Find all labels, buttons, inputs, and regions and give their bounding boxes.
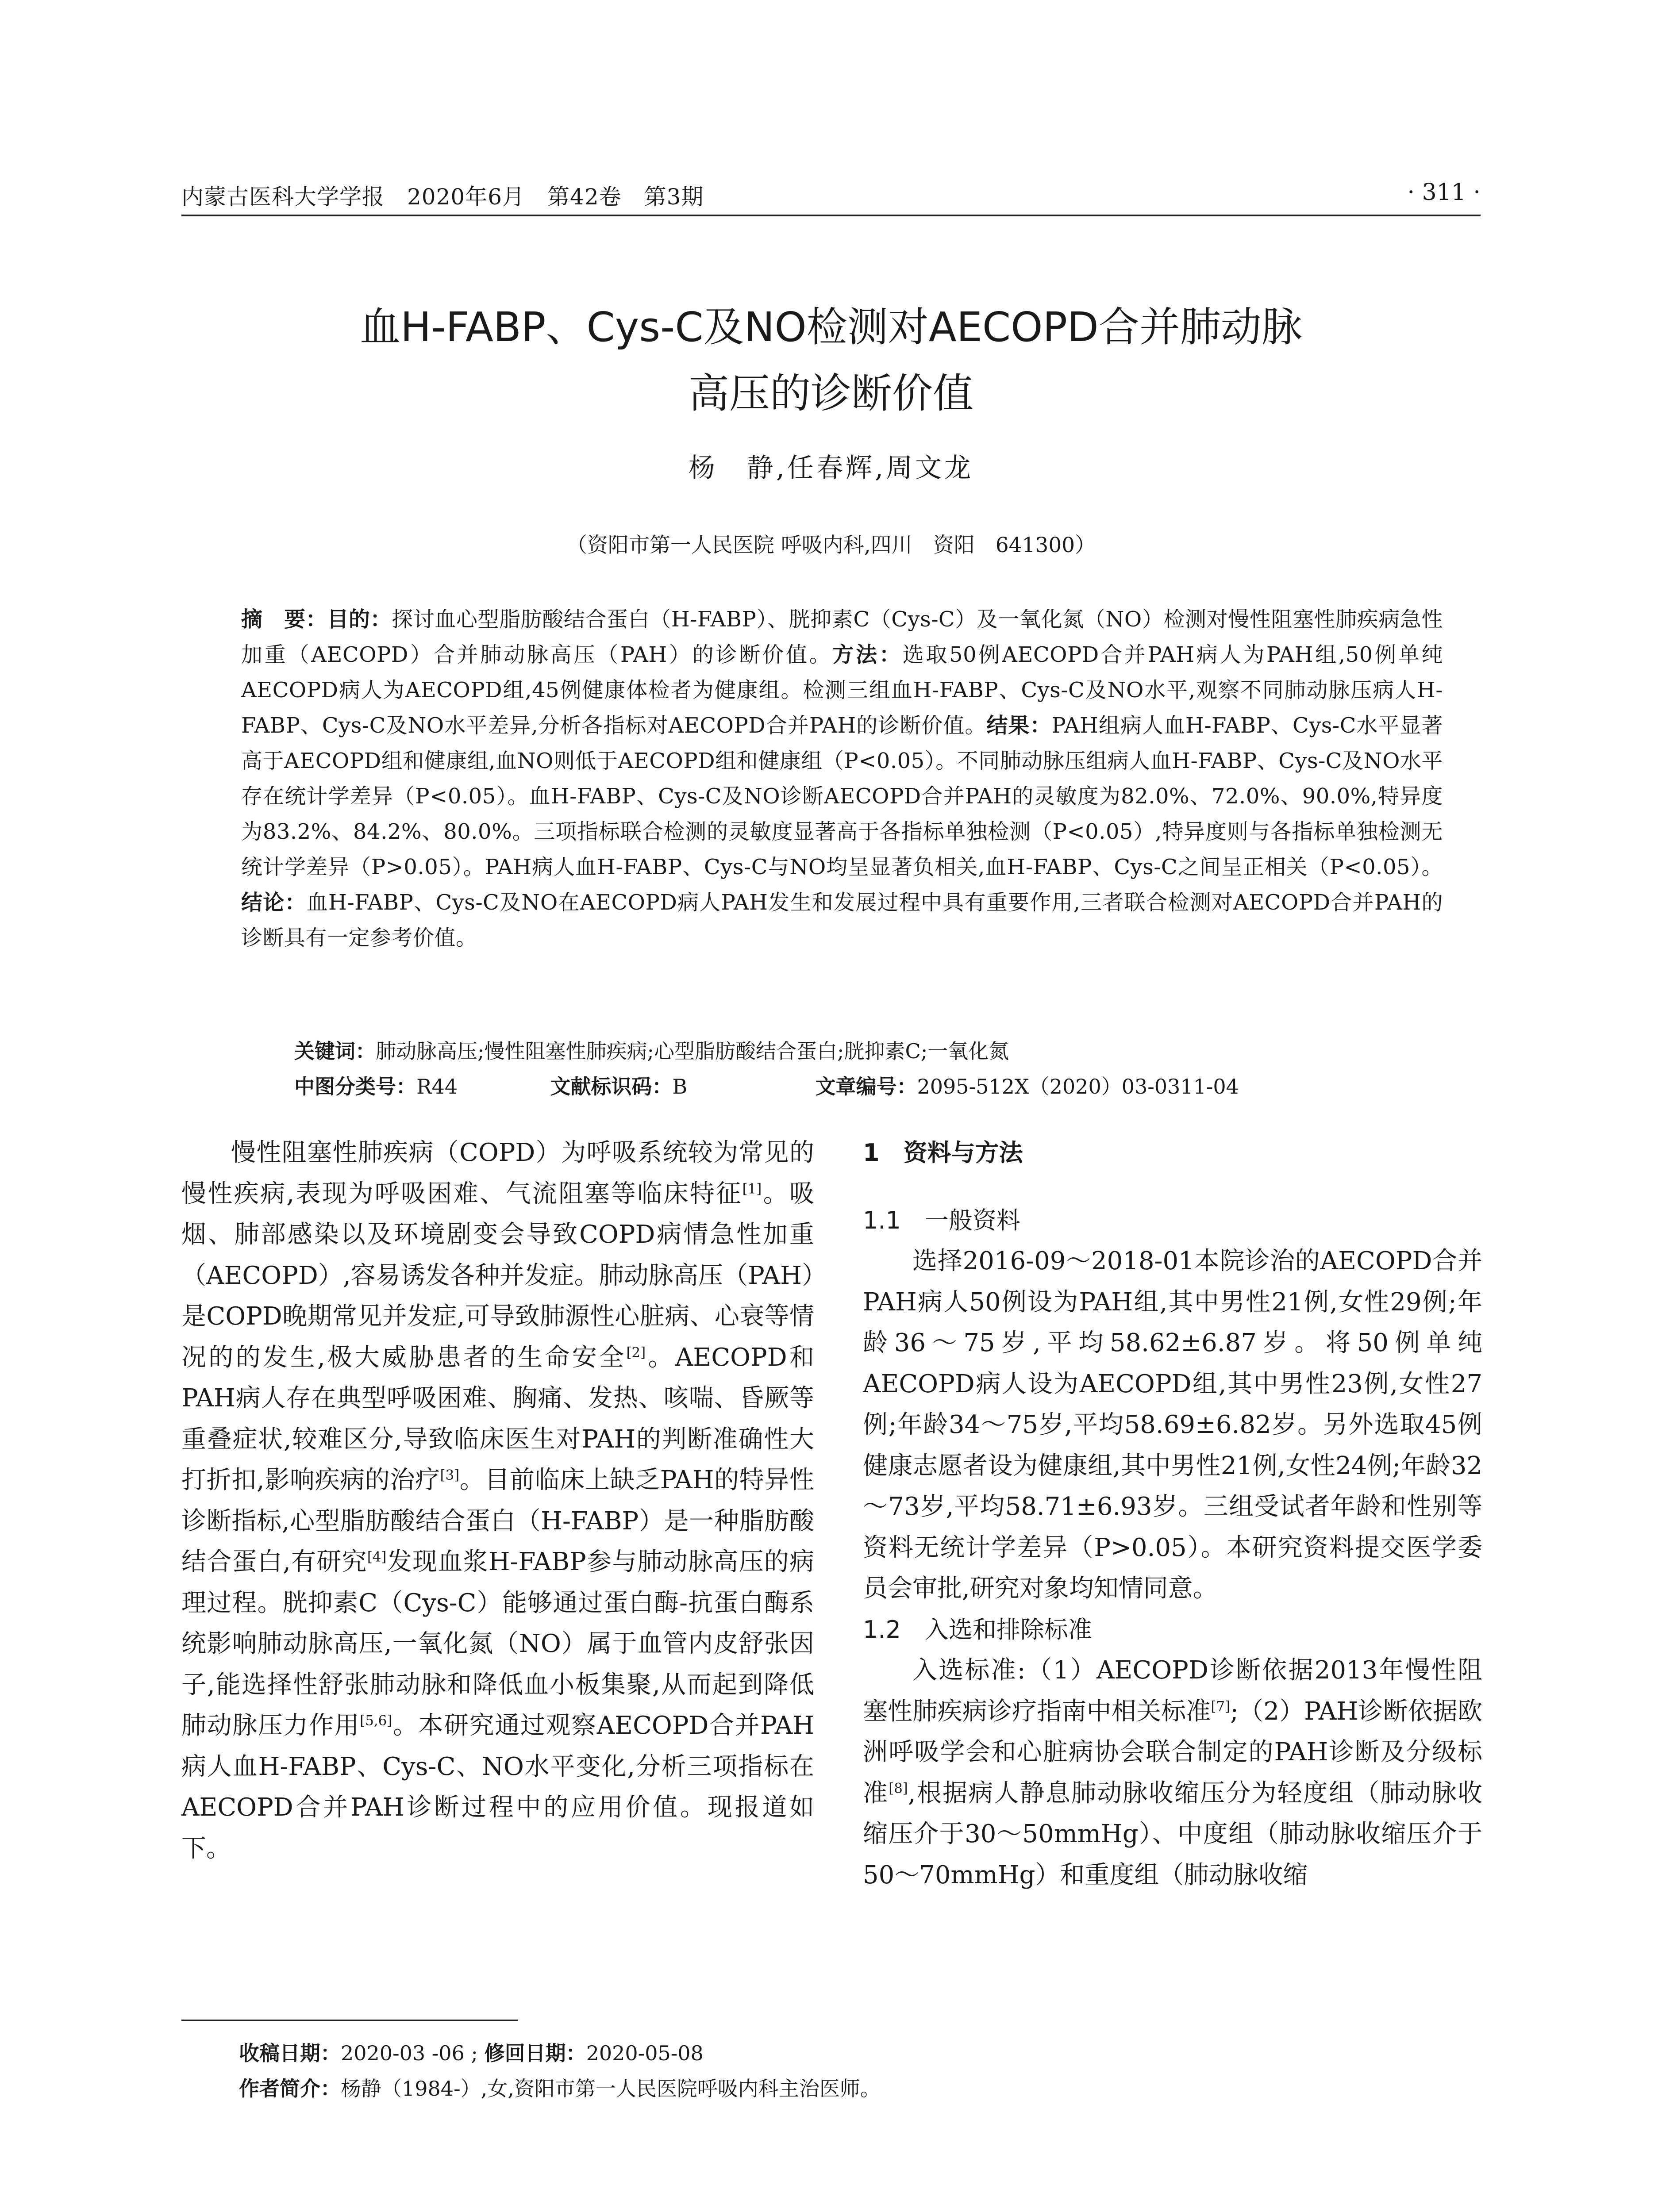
section-1-1-heading: 1.1 一般资料 <box>863 1206 1020 1234</box>
keywords <box>294 1035 1443 1064</box>
clc-value: R44 <box>416 1075 458 1098</box>
ref-2: [2] <box>626 1344 646 1360</box>
revised-label: 修回日期： <box>484 2041 586 2065</box>
criteria-text-b: ;（2）PAH诊断依据欧洲呼吸学会和心脏病协会联合制定的PAH诊断及分级标准 <box>863 1697 1483 1808</box>
doc-code-label: 文献标识码： <box>550 1075 673 1098</box>
abstract-label: 摘 要： <box>241 607 327 632</box>
intro-text-d: 。目前临床上缺乏PAH的特异性诊断指标,心型脂肪酸结合蛋白（H-FABP）是一种脂肪酸结合蛋白,有研究 <box>181 1466 814 1576</box>
ref-4: [4] <box>367 1549 387 1565</box>
article-number-value: 2095-512X（2020）03-0311-04 <box>917 1075 1239 1098</box>
keywords-label: 关键词： <box>294 1039 376 1063</box>
results-label: 结果： <box>986 713 1052 738</box>
article-number-label: 文章编号： <box>815 1075 917 1098</box>
left-column <box>181 1133 814 1869</box>
article-title <box>181 294 1481 427</box>
classification-row <box>294 1071 1443 1100</box>
intro-text-c: 。AECOPD和PAH病人存在典型呼吸困难、胸痛、发热、咳喘、昏厥等重叠症状,较难区分,导致临床医生对PAH的判断准确性大打折扣,影响疾病的治疗 <box>181 1343 814 1494</box>
methods-text: 选取50例AECOPD合并PAH病人为PAH组,50例单纯AECOPD病人为AECOPD组,45例健康体检者为健康组。检测三组血H-FABP、Cys-C及NO水平,观察不同肺动脉压病人H-FABP、Cys-C及NO水平差异,分析各指标对AECOPD合并PAH的诊断价值。 <box>241 642 1443 738</box>
intro-text-e: 发现血浆H-FABP参与肺动脉高压的病理过程。胱抑素C（Cys-C）能够通过蛋白酶-抗蛋白酶系统影响肺动脉高压,一氧化氮（NO）属于血管内皮舒张因子,能选择性舒张肺动脉和降低血小板集聚,从而起到降低肺动脉压力作用 <box>181 1548 814 1740</box>
running-header <box>181 179 1481 216</box>
affiliation: （资阳市第一人民医院 呼吸内科,四川 资阳 641300） <box>566 533 1096 557</box>
keywords-text: 肺动脉高压;慢性阻塞性肺疾病;心型脂肪酸结合蛋白;胱抑素C;一氧化氮 <box>376 1039 1009 1063</box>
title-line-1: 血H-FABP、Cys-C及NO检测对AECOPD合并肺动脉 <box>360 303 1302 351</box>
ref-5-6: [5,6] <box>360 1713 392 1729</box>
author-bio-label: 作者简介： <box>239 2077 341 2101</box>
intro-text-f: 。本研究通过观察AECOPD合并PAH病人血H-FABP、Cys-C、NO水平变化,分析三项指标在AECOPD合并PAH诊断过程中的应用价值。现报道如下。 <box>181 1711 815 1863</box>
abstract <box>241 602 1443 956</box>
general-data-paragraph: 选择2016-09～2018-01本院诊治的AECOPD合并PAH病人50例设为PAH组,其中男性21例,女性29例;年龄36～75岁,平均58.62±6.87岁。将50例单纯AECOPD病人设为AECOPD组,其中男性23例,女性27例;年龄34～75岁,平均58.69±6.82岁。另外选取45例健康志愿者设为健康组,其中男性21例,女性24例;年龄32～73岁,平均58.71±6.93岁。三组受试者年龄和性别等资料无统计学差异（P>0.05）。本研究资料提交医学委员会审批,研究对象均知情同意。 <box>863 1247 1482 1603</box>
journal-info: 内蒙古医科大学学报 2020年6月 第42卷 第3期 <box>181 184 704 210</box>
conclusion-label: 结论： <box>241 890 307 915</box>
ref-1: [1] <box>742 1180 762 1197</box>
footnote-divider <box>181 2020 518 2021</box>
page-number: · 311 · <box>1407 179 1481 206</box>
results-text: PAH组病人血H-FABP、Cys-C水平显著高于AECOPD组和健康组,血NO则低于AECOPD组和健康组（P<0.05）。不同肺动脉压组病人血H-FABP、Cys-C及NO水平存在统计学差异（P<0.05）。血H-FABP、Cys-C及NO诊断AECOPD合并PAH的灵敏度为82.0%、72.0%、90.0%,特异度为83.2%、84.2%、80.0%。三项指标联合检测的灵敏度显著高于各指标单独检测（P<0.05）,特异度则与各指标单独检测无统计学差异（P>0.05）。PAH病人血H-FABP、Cys-C与NO均呈显著负相关,血H-FABP、Cys-C之间呈正相关（P<0.05）。 <box>241 713 1443 879</box>
doc-code-value: B <box>672 1075 688 1098</box>
section-1-2-heading: 1.2 入选和排除标准 <box>863 1615 1092 1644</box>
right-column <box>863 1133 1482 1896</box>
conclusion-text: 血H-FABP、Cys-C及NO在AECOPD病人PAH发生和发展过程中具有重要作用,三者联合检测对AECOPD合并PAH的诊断具有一定参考价值。 <box>241 890 1443 950</box>
revised-date: 2020-05-08 <box>586 2041 704 2065</box>
intro-text-b: 。吸烟、肺部感染以及环境剧变会导致COPD病情急性加重（AECOPD）,容易诱发各种并发症。肺动脉高压（PAH）是COPD晚期常见并发症,可导致肺源性心脏病、心衰等情况的的发生,极大威胁患者的生命安全 <box>181 1179 814 1372</box>
objective-label: 目的： <box>327 607 392 632</box>
authors: 杨 静,任春辉,周文龙 <box>688 453 974 484</box>
title-line-2: 高压的诊断价值 <box>688 370 973 417</box>
clc-label: 中图分类号： <box>294 1075 416 1098</box>
intro-paragraph <box>181 1133 814 1869</box>
criteria-text-c: ,根据病人静息肺动脉收缩压分为轻度组（肺动脉收缩压介于30～50mmHg）、中度组（肺动脉收缩压介于50～70mmHg）和重度组（肺动脉收缩 <box>863 1778 1482 1889</box>
ref-7: [7] <box>1211 1698 1231 1714</box>
ref-8: [8] <box>889 1780 908 1796</box>
section-1-heading: 1 资料与方法 <box>863 1139 1023 1167</box>
author-bio <box>239 2073 1481 2102</box>
objective-text: 探讨血心型脂肪酸结合蛋白（H-FABP）、胱抑素C（Cys-C）及一氧化氮（NO）检测对慢性阻塞性肺疾病急性加重（AECOPD）合并肺动脉高压（PAH）的诊断价值。 <box>241 607 1443 667</box>
received-date: 2020-03 -06 ; <box>341 2041 478 2065</box>
criteria-text-a: 入选标准:（1）AECOPD诊断依据2013年慢性阻塞性肺疾病诊疗指南中相关标准 <box>863 1656 1482 1726</box>
intro-text-a: 慢性阻塞性肺疾病（COPD）为呼吸系统较为常见的慢性疾病,表现为呼吸困难、气流阻塞等临床特征 <box>181 1138 814 1208</box>
received-dates <box>239 2037 1481 2066</box>
author-bio-text: 杨静（1984-）,女,资阳市第一人民医院呼吸内科主治医师。 <box>341 2077 881 2101</box>
methods-label: 方法： <box>832 642 903 667</box>
received-label: 收稿日期： <box>239 2041 341 2065</box>
criteria-paragraph <box>863 1650 1482 1896</box>
ref-3: [3] <box>440 1467 460 1483</box>
